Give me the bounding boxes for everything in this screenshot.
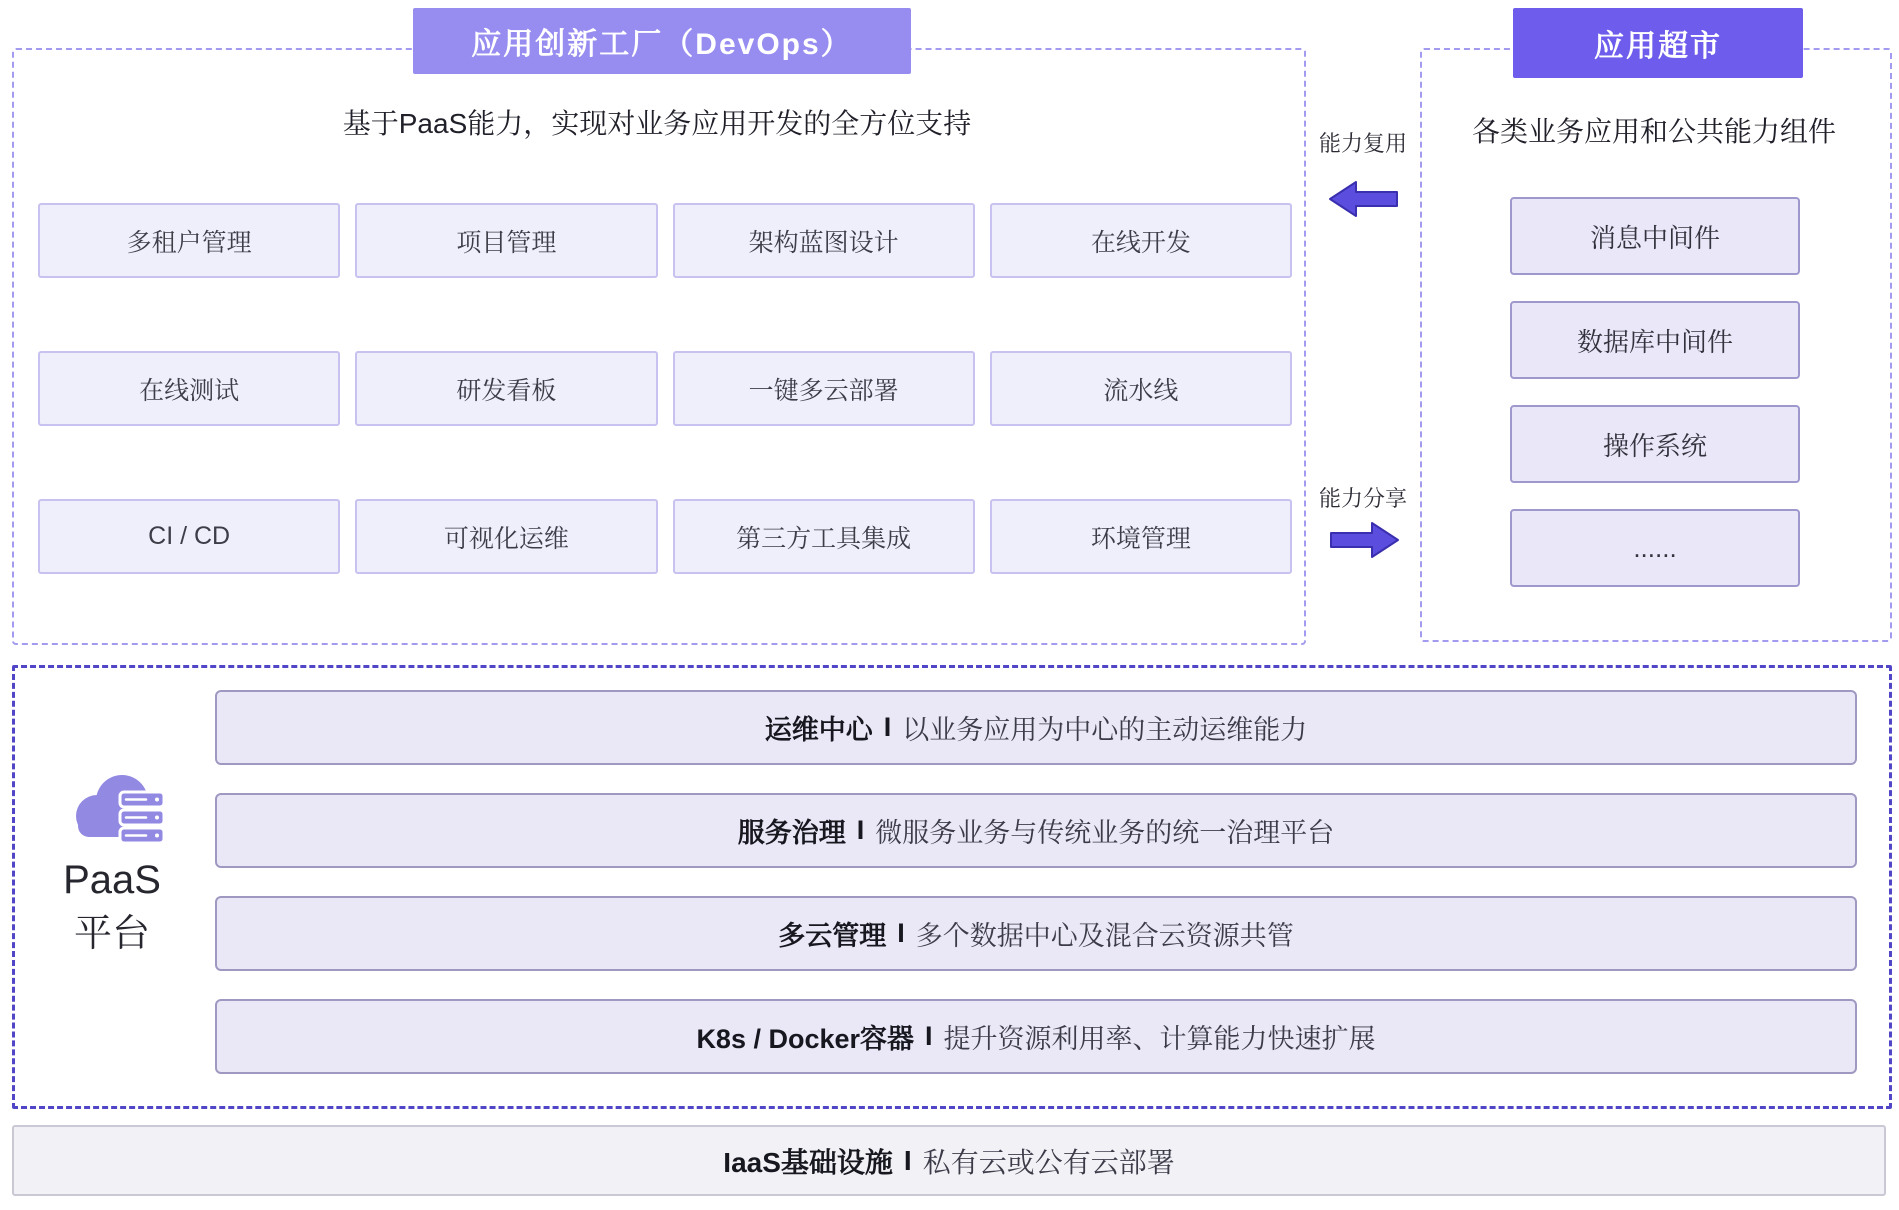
- separator: I: [883, 712, 892, 742]
- paas-row-desc: 提升资源利用率、计算能力快速扩展: [943, 1024, 1376, 1054]
- market-box-message-middleware: 消息中间件: [1510, 197, 1800, 275]
- app-market-title: 应用超市: [1513, 8, 1803, 78]
- paas-capability-rows: [215, 690, 1857, 1074]
- app-market-list: [1510, 197, 1800, 587]
- separator: I: [856, 815, 865, 845]
- devops-panel-title: 应用创新工厂（DevOps）: [413, 8, 911, 74]
- paas-row-name: 多云管理: [778, 921, 887, 951]
- paas-row-name: 服务治理: [737, 818, 846, 848]
- module-box-dev-kanban: 研发看板: [355, 351, 657, 426]
- paas-row-service-governance: [215, 793, 1857, 868]
- market-box-ellipsis: ......: [1510, 509, 1800, 587]
- module-box-multicloud-deploy: 一键多云部署: [673, 351, 975, 426]
- separator: I: [897, 918, 905, 948]
- cloud-server-icon: [72, 768, 168, 852]
- paas-row-name: K8s / Docker容器: [696, 1024, 915, 1054]
- module-box-ci-cd: CI / CD: [38, 499, 340, 574]
- iaas-desc: 私有云或公有云部署: [922, 1146, 1175, 1178]
- separator: I: [903, 1144, 912, 1176]
- paas-row-desc: 多个数据中心及混合云资源共管: [915, 921, 1294, 951]
- module-box-multi-tenant: 多租户管理: [38, 203, 340, 278]
- paas-platform-label-line2: 平台: [73, 913, 150, 955]
- devops-panel-subtitle: 基于PaaS能力，实现对业务应用开发的全方位支持: [342, 108, 972, 139]
- paas-row-name: 运维中心: [764, 715, 873, 745]
- module-box-arch-blueprint: 架构蓝图设计: [673, 203, 975, 278]
- module-box-online-test: 在线测试: [38, 351, 340, 426]
- arrow-right-icon: [1330, 521, 1400, 559]
- iaas-bar: [12, 1125, 1886, 1196]
- module-box-env-mgmt: 环境管理: [990, 499, 1292, 574]
- iaas-name: IaaS基础设施: [723, 1146, 893, 1178]
- devops-module-grid: [38, 203, 1292, 574]
- capability-reuse-label: 能力复用: [1318, 131, 1407, 156]
- paas-row-desc: 以业务应用为中心的主动运维能力: [902, 715, 1308, 745]
- market-box-db-middleware: 数据库中间件: [1510, 301, 1800, 379]
- market-box-os: 操作系统: [1510, 405, 1800, 483]
- module-box-pipeline: 流水线: [990, 351, 1292, 426]
- paas-row-desc: 微服务业务与传统业务的统一治理平台: [875, 818, 1335, 848]
- app-market-subtitle: 各类业务应用和公共能力组件: [1471, 116, 1836, 147]
- capability-share-label: 能力分享: [1318, 486, 1407, 511]
- paas-row-multicloud-mgmt: [215, 896, 1857, 971]
- paas-platform-label: [22, 858, 202, 956]
- module-box-visual-ops: 可视化运维: [355, 499, 657, 574]
- module-box-project-mgmt: 项目管理: [355, 203, 657, 278]
- separator: I: [925, 1021, 933, 1051]
- arrow-left-icon: [1328, 180, 1398, 218]
- paas-row-k8s-docker: [215, 999, 1857, 1074]
- module-box-online-dev: 在线开发: [990, 203, 1292, 278]
- paas-row-ops-center: [215, 690, 1857, 765]
- module-box-third-party-tools: 第三方工具集成: [673, 499, 975, 574]
- paas-platform-label-line1: PaaS: [63, 858, 161, 902]
